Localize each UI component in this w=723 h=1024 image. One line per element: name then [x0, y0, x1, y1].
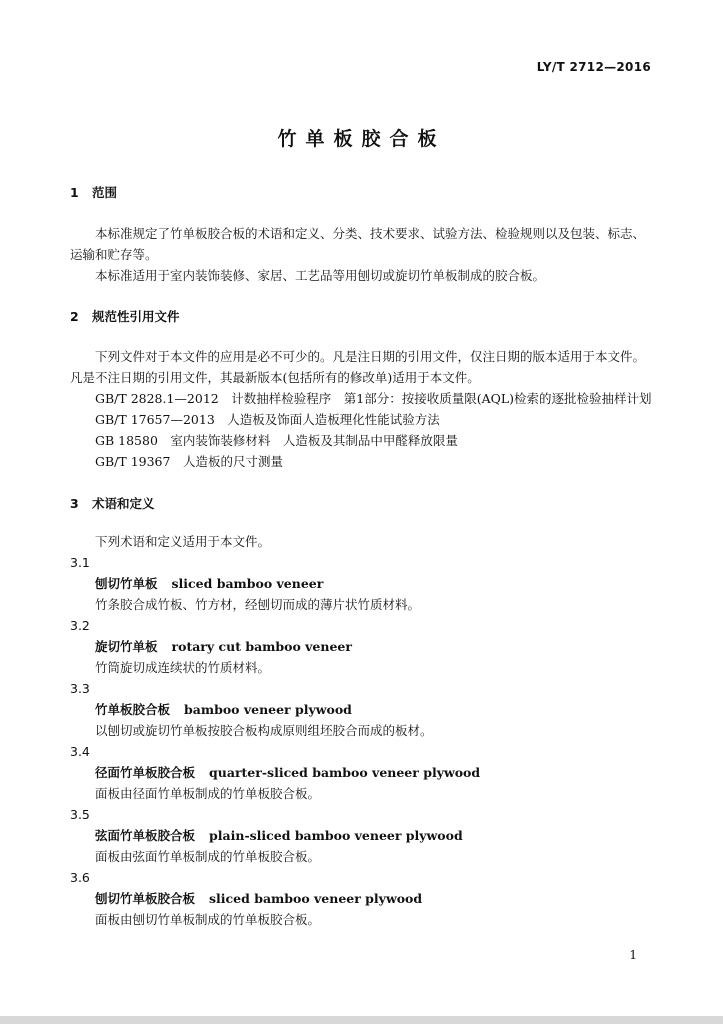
term-definition: 以刨切或旋切竹单板按胶合板构成原则组坯胶合而成的板材。 [95, 723, 433, 738]
term-name [95, 762, 656, 783]
term-name-zh: 刨切竹单板胶合板 [95, 891, 196, 906]
term-definition: 面板由弦面竹单板制成的竹单板胶合板。 [95, 849, 321, 864]
term-entry [70, 804, 656, 867]
term-name-en: sliced bamboo veneer [171, 576, 324, 591]
section-heading [70, 494, 656, 512]
term-number: 3.6 [70, 870, 90, 885]
term-name-en: rotary cut bamboo veneer [171, 639, 352, 654]
reference-item: GB/T 19367 人造板的尺寸测量 [95, 454, 283, 469]
section-heading [70, 183, 656, 201]
section-title: 规范性引用文件 [92, 309, 180, 324]
term-name-zh: 刨切竹单板 [95, 576, 158, 591]
term-name-en: quarter-sliced bamboo veneer plywood [209, 765, 481, 780]
paragraph: 本标准规定了竹单板胶合板的术语和定义、分类、技术要求、试验方法、检验规则以及包装、标志、运输和贮存等。 [70, 226, 646, 262]
viewer-bottom-bar [0, 1016, 723, 1024]
reference-item: GB 18580 室内装饰装修材料 人造板及其制品中甲醛释放限量 [95, 433, 458, 448]
term-entry [70, 552, 656, 615]
term-number: 3.5 [70, 807, 90, 822]
section-title: 范围 [92, 185, 118, 200]
term-name-en: sliced bamboo veneer plywood [209, 891, 423, 906]
term-entry [70, 615, 656, 678]
term-number: 3.2 [70, 618, 90, 633]
term-number: 3.4 [70, 744, 90, 759]
section-number: 2 [70, 309, 79, 324]
section-heading [70, 307, 656, 325]
section-number: 1 [70, 185, 79, 200]
term-entry [70, 741, 656, 804]
term-definition: 面板由刨切竹单板制成的竹单板胶合板。 [95, 912, 321, 927]
term-name-zh: 竹单板胶合板 [95, 702, 171, 717]
term-entry [70, 678, 656, 741]
term-number: 3.1 [70, 555, 90, 570]
term-name [95, 699, 656, 720]
section-title: 术语和定义 [92, 496, 155, 511]
term-definition: 竹条胶合成竹板、竹方材，经刨切而成的薄片状竹质材料。 [95, 597, 421, 612]
term-name-zh: 径面竹单板胶合板 [95, 765, 196, 780]
reference-item: GB/T 2828.1—2012 计数抽样检验程序 第1部分：按接收质量限(AQL)检索的逐批检验抽样计划 [95, 391, 652, 406]
term-name [95, 888, 656, 909]
term-name-zh: 弦面竹单板胶合板 [95, 828, 196, 843]
document-title: 竹单板胶合板 [277, 128, 446, 150]
term-definition: 面板由径面竹单板制成的竹单板胶合板。 [95, 786, 321, 801]
term-entry [70, 867, 656, 930]
section-scope [70, 183, 656, 286]
term-definition: 竹筒旋切成连续状的竹质材料。 [95, 660, 271, 675]
page-number: 1 [629, 948, 637, 962]
section-normative-references [70, 307, 656, 472]
term-name [95, 825, 656, 846]
section-number: 3 [70, 496, 79, 511]
term-number: 3.3 [70, 681, 90, 696]
section-terms-definitions [70, 494, 656, 930]
term-name-en: bamboo veneer plywood [184, 702, 352, 717]
paragraph: 下列文件对于本文件的应用是必不可少的。凡是注日期的引用文件，仅注日期的版本适用于本文件。凡是不注日期的引用文件，其最新版本(包括所有的修改单)适用于本文件。 [70, 349, 646, 385]
document-body [70, 183, 656, 930]
term-name-zh: 旋切竹单板 [95, 639, 158, 654]
standard-code: LY/T 2712—2016 [536, 60, 651, 74]
reference-item: GB/T 17657—2013 人造板及饰面人造板理化性能试验方法 [95, 412, 440, 427]
term-name-en: plain-sliced bamboo veneer plywood [209, 828, 463, 843]
term-name [95, 573, 656, 594]
paragraph: 本标准适用于室内装饰装修、家居、工艺品等用刨切或旋切竹单板制成的胶合板。 [95, 268, 546, 283]
paragraph: 下列术语和定义适用于本文件。 [95, 534, 271, 549]
term-name [95, 636, 656, 657]
